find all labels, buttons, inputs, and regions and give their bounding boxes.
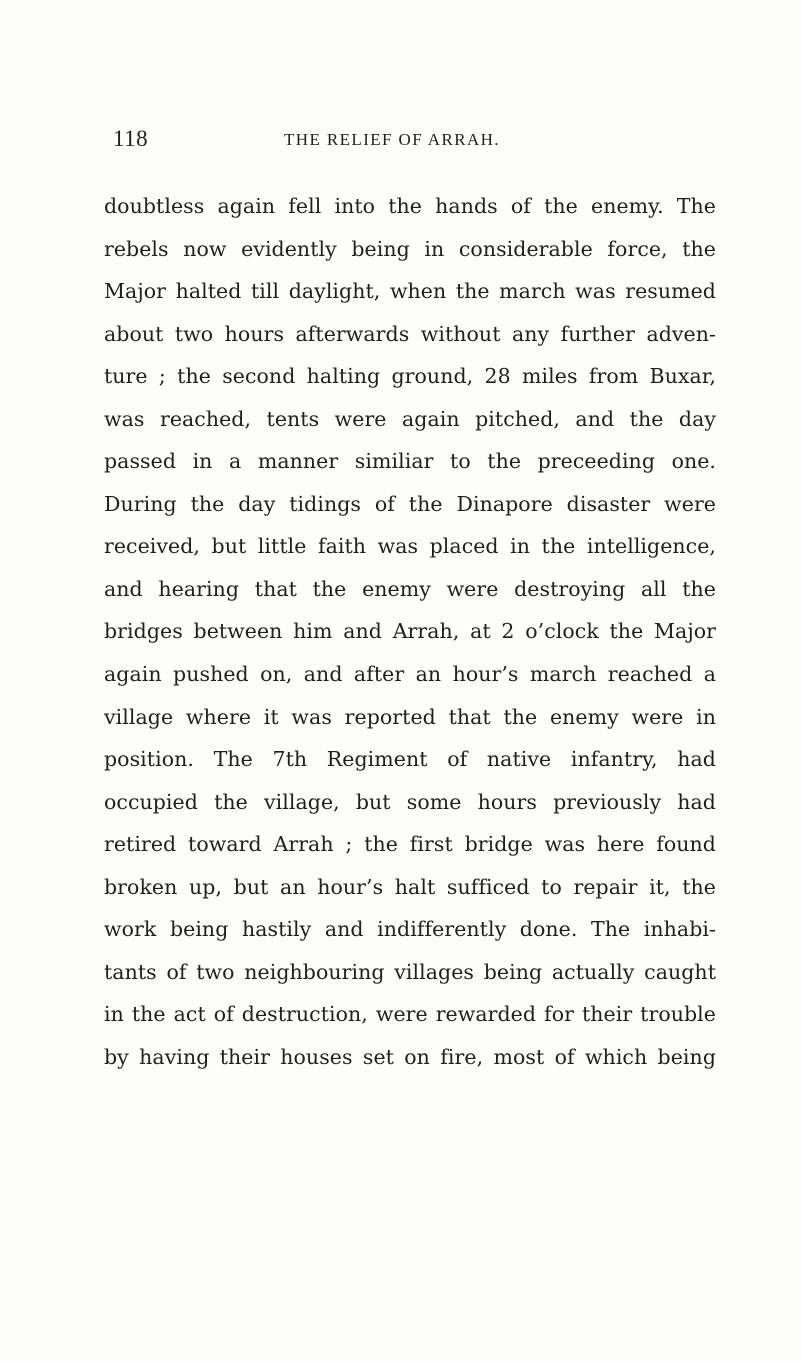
text-line: by having their houses set on fire, most of which being	[104, 1044, 716, 1069]
text-line: was reached, tents were again pitched, and the day	[104, 406, 716, 431]
text-line: position. The 7th Regiment of native infantry, had	[104, 747, 716, 772]
page-header	[0, 124, 801, 154]
text-line: passed in a manner similiar to the preceeding one.	[104, 449, 716, 474]
text-line: again pushed on, and after an hour’s march reached a	[104, 662, 716, 687]
text-line: doubtless again fell into the hands of the enemy. The	[104, 194, 716, 218]
text-line: ture ; the second halting ground, 28 miles from Buxar,	[104, 364, 716, 389]
text-line: and hearing that the enemy were destroying all the	[104, 576, 716, 601]
text-line: broken up, but an hour’s halt sufficed to repair it, the	[104, 874, 716, 899]
text-line: work being hastily and indifferently done. The inhabi-	[104, 917, 716, 942]
text-line: tants of two neighbouring villages being actually caught	[104, 959, 716, 984]
text-line: occupied the village, but some hours previously had	[104, 789, 716, 814]
text-line: about two hours afterwards without any further adven-	[104, 321, 716, 346]
text-line: Major halted till daylight, when the march was resumed	[104, 279, 716, 304]
text-line: During the day tidings of the Dinapore disaster were	[104, 491, 716, 516]
running-title: THE RELIEF OF ARRAH.	[284, 130, 500, 149]
text-line: retired toward Arrah ; the first bridge was here found	[104, 832, 716, 857]
text-line: village where it was reported that the enemy were in	[104, 704, 716, 729]
body-text	[104, 185, 716, 1078]
text-line: in the act of destruction, were rewarded for their trouble	[104, 1002, 716, 1027]
text-line: rebels now evidently being in considerable force, the	[104, 236, 716, 261]
text-line: bridges between him and Arrah, at 2 o’clock the Major	[104, 619, 716, 644]
text-line: received, but little faith was placed in the intelligence,	[104, 534, 716, 559]
page-number: 118	[113, 126, 149, 151]
